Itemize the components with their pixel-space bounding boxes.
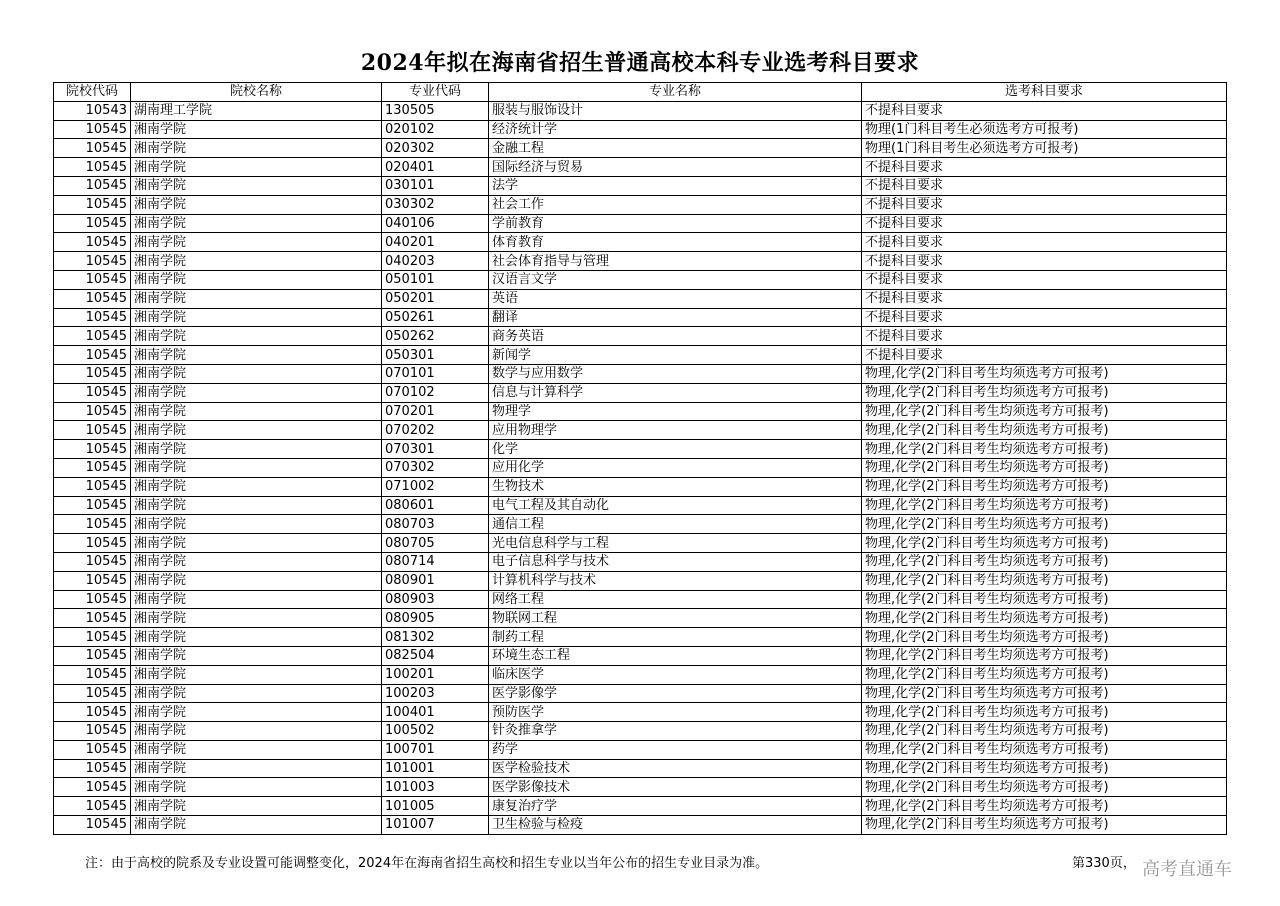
cell-school-name: 湘南学院 — [131, 590, 382, 609]
cell-major-name: 计算机科学与技术 — [489, 571, 862, 590]
cell-school-code: 10545 — [54, 552, 131, 571]
table-row — [54, 703, 1227, 722]
cell-major-code: 100203 — [382, 684, 489, 703]
cell-subject-requirement: 不提科目要求 — [862, 346, 1227, 365]
cell-major-name: 商务英语 — [489, 327, 862, 346]
cell-school-code: 10545 — [54, 665, 131, 684]
cell-school-code: 10545 — [54, 797, 131, 816]
cell-school-code: 10545 — [54, 609, 131, 628]
page-number: 第330页， — [1072, 856, 1136, 871]
cell-subject-requirement: 物理,化学(2门科目考生均须选考方可报考) — [862, 458, 1227, 477]
cell-major-code: 030302 — [382, 195, 489, 214]
cell-major-code: 080601 — [382, 496, 489, 515]
cell-major-code: 070101 — [382, 364, 489, 383]
cell-major-code: 071002 — [382, 477, 489, 496]
cell-major-name: 应用物理学 — [489, 421, 862, 440]
cell-major-name: 预防医学 — [489, 703, 862, 722]
cell-major-name: 电子信息科学与技术 — [489, 552, 862, 571]
table-row — [54, 139, 1227, 158]
cell-major-name: 数学与应用数学 — [489, 364, 862, 383]
table-row — [54, 364, 1227, 383]
cell-subject-requirement: 物理,化学(2门科目考生均须选考方可报考) — [862, 515, 1227, 534]
cell-school-name: 湘南学院 — [131, 458, 382, 477]
header-subject-requirement: 选考科目要求 — [862, 83, 1227, 102]
cell-major-code: 020102 — [382, 120, 489, 139]
table-row — [54, 797, 1227, 816]
header-school-name: 院校名称 — [131, 83, 382, 102]
cell-school-name: 湘南学院 — [131, 628, 382, 647]
cell-major-code: 050201 — [382, 289, 489, 308]
cell-major-name: 国际经济与贸易 — [489, 158, 862, 177]
table-row — [54, 120, 1227, 139]
cell-school-code: 10545 — [54, 214, 131, 233]
cell-major-name: 电气工程及其自动化 — [489, 496, 862, 515]
table-row — [54, 646, 1227, 665]
cell-school-name: 湘南学院 — [131, 233, 382, 252]
watermark-text: 高考直通车 — [1142, 859, 1232, 880]
cell-major-code: 050101 — [382, 270, 489, 289]
cell-school-name: 湘南学院 — [131, 195, 382, 214]
cell-school-code: 10545 — [54, 289, 131, 308]
cell-major-code: 100201 — [382, 665, 489, 684]
cell-major-code: 070102 — [382, 383, 489, 402]
cell-school-name: 湘南学院 — [131, 421, 382, 440]
table-row — [54, 590, 1227, 609]
cell-subject-requirement: 物理(1门科目考生必须选考方可报考) — [862, 139, 1227, 158]
cell-school-code: 10545 — [54, 534, 131, 553]
cell-major-code: 040106 — [382, 214, 489, 233]
table-header-row — [54, 83, 1227, 102]
cell-major-code: 050301 — [382, 346, 489, 365]
table-row — [54, 158, 1227, 177]
header-major-code: 专业代码 — [382, 83, 489, 102]
cell-school-code: 10545 — [54, 759, 131, 778]
cell-school-name: 湘南学院 — [131, 364, 382, 383]
cell-school-code: 10545 — [54, 816, 131, 835]
table-row — [54, 308, 1227, 327]
table-row — [54, 515, 1227, 534]
cell-major-name: 经济统计学 — [489, 120, 862, 139]
cell-school-name: 湘南学院 — [131, 534, 382, 553]
cell-major-name: 社会工作 — [489, 195, 862, 214]
cell-subject-requirement: 物理,化学(2门科目考生均须选考方可报考) — [862, 440, 1227, 459]
cell-major-name: 体育教育 — [489, 233, 862, 252]
cell-subject-requirement: 不提科目要求 — [862, 270, 1227, 289]
table-row — [54, 552, 1227, 571]
cell-major-name: 物联网工程 — [489, 609, 862, 628]
cell-school-name: 湘南学院 — [131, 496, 382, 515]
cell-major-name: 翻译 — [489, 308, 862, 327]
table-row — [54, 383, 1227, 402]
cell-school-name: 湘南学院 — [131, 402, 382, 421]
cell-subject-requirement: 不提科目要求 — [862, 289, 1227, 308]
cell-major-code: 082504 — [382, 646, 489, 665]
cell-subject-requirement: 物理(1门科目考生必须选考方可报考) — [862, 120, 1227, 139]
cell-school-code: 10545 — [54, 402, 131, 421]
cell-major-code: 080903 — [382, 590, 489, 609]
cell-school-code: 10545 — [54, 590, 131, 609]
cell-major-name: 化学 — [489, 440, 862, 459]
cell-school-code: 10545 — [54, 458, 131, 477]
table-row — [54, 778, 1227, 797]
cell-school-code: 10545 — [54, 628, 131, 647]
cell-subject-requirement: 物理,化学(2门科目考生均须选考方可报考) — [862, 740, 1227, 759]
cell-subject-requirement: 物理,化学(2门科目考生均须选考方可报考) — [862, 477, 1227, 496]
table-row — [54, 195, 1227, 214]
cell-school-name: 湘南学院 — [131, 252, 382, 271]
cell-school-code: 10545 — [54, 139, 131, 158]
cell-major-name: 汉语言文学 — [489, 270, 862, 289]
cell-school-name: 湘南学院 — [131, 440, 382, 459]
cell-subject-requirement: 物理,化学(2门科目考生均须选考方可报考) — [862, 684, 1227, 703]
cell-subject-requirement: 物理,化学(2门科目考生均须选考方可报考) — [862, 496, 1227, 515]
cell-school-name: 湘南学院 — [131, 327, 382, 346]
cell-school-name: 湘南学院 — [131, 346, 382, 365]
cell-major-code: 101001 — [382, 759, 489, 778]
cell-school-code: 10545 — [54, 270, 131, 289]
cell-major-code: 070301 — [382, 440, 489, 459]
cell-school-code: 10543 — [54, 101, 131, 120]
cell-major-code: 050262 — [382, 327, 489, 346]
cell-subject-requirement: 不提科目要求 — [862, 176, 1227, 195]
cell-major-name: 社会体育指导与管理 — [489, 252, 862, 271]
cell-school-name: 湘南学院 — [131, 552, 382, 571]
cell-school-name: 湘南学院 — [131, 646, 382, 665]
cell-major-name: 应用化学 — [489, 458, 862, 477]
cell-subject-requirement: 不提科目要求 — [862, 327, 1227, 346]
cell-school-name: 湘南学院 — [131, 214, 382, 233]
cell-school-name: 湘南学院 — [131, 665, 382, 684]
cell-school-code: 10545 — [54, 327, 131, 346]
cell-subject-requirement: 物理,化学(2门科目考生均须选考方可报考) — [862, 364, 1227, 383]
cell-major-code: 040201 — [382, 233, 489, 252]
cell-school-name: 湘南学院 — [131, 797, 382, 816]
cell-major-name: 金融工程 — [489, 139, 862, 158]
cell-subject-requirement: 不提科目要求 — [862, 308, 1227, 327]
cell-school-code: 10545 — [54, 308, 131, 327]
cell-subject-requirement: 物理,化学(2门科目考生均须选考方可报考) — [862, 383, 1227, 402]
cell-subject-requirement: 物理,化学(2门科目考生均须选考方可报考) — [862, 722, 1227, 741]
cell-major-name: 环境生态工程 — [489, 646, 862, 665]
cell-school-code: 10545 — [54, 252, 131, 271]
cell-school-name: 湘南学院 — [131, 383, 382, 402]
cell-school-code: 10545 — [54, 364, 131, 383]
table-row — [54, 176, 1227, 195]
cell-subject-requirement: 物理,化学(2门科目考生均须选考方可报考) — [862, 571, 1227, 590]
cell-school-name: 湘南学院 — [131, 515, 382, 534]
cell-school-name: 湘南学院 — [131, 477, 382, 496]
cell-subject-requirement: 物理,化学(2门科目考生均须选考方可报考) — [862, 778, 1227, 797]
cell-subject-requirement: 物理,化学(2门科目考生均须选考方可报考) — [862, 402, 1227, 421]
cell-major-code: 080705 — [382, 534, 489, 553]
cell-subject-requirement: 物理,化学(2门科目考生均须选考方可报考) — [862, 421, 1227, 440]
cell-subject-requirement: 不提科目要求 — [862, 214, 1227, 233]
cell-school-name: 湘南学院 — [131, 609, 382, 628]
cell-subject-requirement: 物理,化学(2门科目考生均须选考方可报考) — [862, 628, 1227, 647]
cell-subject-requirement: 物理,化学(2门科目考生均须选考方可报考) — [862, 609, 1227, 628]
cell-subject-requirement: 物理,化学(2门科目考生均须选考方可报考) — [862, 646, 1227, 665]
cell-school-name: 湘南学院 — [131, 684, 382, 703]
table-row — [54, 628, 1227, 647]
table-row — [54, 421, 1227, 440]
table-row — [54, 477, 1227, 496]
requirements-table — [53, 82, 1227, 835]
cell-subject-requirement: 不提科目要求 — [862, 158, 1227, 177]
table-body — [54, 101, 1227, 834]
cell-major-code: 081302 — [382, 628, 489, 647]
cell-major-code: 070302 — [382, 458, 489, 477]
header-major-name: 专业名称 — [489, 83, 862, 102]
cell-major-name: 服装与服饰设计 — [489, 101, 862, 120]
cell-school-code: 10545 — [54, 421, 131, 440]
cell-school-code: 10545 — [54, 703, 131, 722]
cell-major-name: 英语 — [489, 289, 862, 308]
cell-subject-requirement: 物理,化学(2门科目考生均须选考方可报考) — [862, 590, 1227, 609]
table-row — [54, 233, 1227, 252]
cell-school-code: 10545 — [54, 515, 131, 534]
cell-school-code: 10545 — [54, 496, 131, 515]
table-row — [54, 214, 1227, 233]
table-row — [54, 665, 1227, 684]
cell-major-code: 080905 — [382, 609, 489, 628]
cell-school-name: 湘南学院 — [131, 778, 382, 797]
table-row — [54, 327, 1227, 346]
cell-major-name: 药学 — [489, 740, 862, 759]
cell-major-code: 101003 — [382, 778, 489, 797]
cell-school-code: 10545 — [54, 120, 131, 139]
cell-major-code: 070201 — [382, 402, 489, 421]
cell-major-code: 030101 — [382, 176, 489, 195]
table-row — [54, 571, 1227, 590]
cell-school-name: 湘南学院 — [131, 289, 382, 308]
cell-school-code: 10545 — [54, 383, 131, 402]
cell-school-code: 10545 — [54, 176, 131, 195]
cell-major-name: 光电信息科学与工程 — [489, 534, 862, 553]
cell-major-code: 100401 — [382, 703, 489, 722]
cell-school-code: 10545 — [54, 346, 131, 365]
table-row — [54, 816, 1227, 835]
cell-school-code: 10545 — [54, 684, 131, 703]
cell-major-code: 130505 — [382, 101, 489, 120]
table-row — [54, 722, 1227, 741]
cell-school-code: 10545 — [54, 778, 131, 797]
cell-school-name: 湘南学院 — [131, 816, 382, 835]
cell-school-name: 湘南学院 — [131, 308, 382, 327]
cell-major-name: 法学 — [489, 176, 862, 195]
cell-school-name: 湘南学院 — [131, 759, 382, 778]
cell-school-name: 湘南学院 — [131, 722, 382, 741]
table-row — [54, 740, 1227, 759]
cell-school-name: 湘南学院 — [131, 571, 382, 590]
cell-school-name: 湘南学院 — [131, 120, 382, 139]
cell-major-code: 040203 — [382, 252, 489, 271]
cell-major-name: 物理学 — [489, 402, 862, 421]
cell-major-code: 100701 — [382, 740, 489, 759]
cell-major-name: 医学影像技术 — [489, 778, 862, 797]
table-row — [54, 440, 1227, 459]
cell-major-code: 101005 — [382, 797, 489, 816]
footer-note: 注：由于高校的院系及专业设置可能调整变化，2024年在海南省招生高校和招生专业以当年公布的招生专业目录为准。 — [85, 856, 769, 871]
cell-major-name: 医学影像学 — [489, 684, 862, 703]
cell-school-code: 10545 — [54, 440, 131, 459]
cell-major-name: 卫生检验与检疫 — [489, 816, 862, 835]
table-row — [54, 496, 1227, 515]
cell-subject-requirement: 不提科目要求 — [862, 195, 1227, 214]
cell-major-code: 020401 — [382, 158, 489, 177]
cell-major-code: 050261 — [382, 308, 489, 327]
cell-school-code: 10545 — [54, 740, 131, 759]
cell-subject-requirement: 物理,化学(2门科目考生均须选考方可报考) — [862, 703, 1227, 722]
table-row — [54, 458, 1227, 477]
table-row — [54, 402, 1227, 421]
cell-major-name: 通信工程 — [489, 515, 862, 534]
cell-major-name: 康复治疗学 — [489, 797, 862, 816]
cell-subject-requirement: 物理,化学(2门科目考生均须选考方可报考) — [862, 759, 1227, 778]
cell-major-name: 制药工程 — [489, 628, 862, 647]
cell-major-code: 101007 — [382, 816, 489, 835]
cell-subject-requirement: 不提科目要求 — [862, 101, 1227, 120]
table-row — [54, 759, 1227, 778]
cell-subject-requirement: 不提科目要求 — [862, 233, 1227, 252]
cell-subject-requirement: 物理,化学(2门科目考生均须选考方可报考) — [862, 797, 1227, 816]
cell-school-code: 10545 — [54, 571, 131, 590]
table-row — [54, 534, 1227, 553]
header-school-code: 院校代码 — [54, 83, 131, 102]
table-row — [54, 270, 1227, 289]
cell-major-name: 生物技术 — [489, 477, 862, 496]
cell-school-code: 10545 — [54, 233, 131, 252]
cell-subject-requirement: 物理,化学(2门科目考生均须选考方可报考) — [862, 665, 1227, 684]
table-row — [54, 101, 1227, 120]
cell-school-name: 湘南学院 — [131, 740, 382, 759]
cell-subject-requirement: 物理,化学(2门科目考生均须选考方可报考) — [862, 534, 1227, 553]
cell-major-name: 临床医学 — [489, 665, 862, 684]
cell-major-code: 080901 — [382, 571, 489, 590]
cell-major-code: 070202 — [382, 421, 489, 440]
cell-school-name: 湖南理工学院 — [131, 101, 382, 120]
cell-major-name: 医学检验技术 — [489, 759, 862, 778]
cell-school-name: 湘南学院 — [131, 158, 382, 177]
page-title: 2024年拟在海南省招生普通高校本科专业选考科目要求 — [360, 50, 920, 76]
table-row — [54, 609, 1227, 628]
table-row — [54, 684, 1227, 703]
cell-school-code: 10545 — [54, 477, 131, 496]
cell-school-code: 10545 — [54, 722, 131, 741]
cell-major-name: 针灸推拿学 — [489, 722, 862, 741]
cell-school-name: 湘南学院 — [131, 270, 382, 289]
cell-major-code: 100502 — [382, 722, 489, 741]
cell-school-code: 10545 — [54, 158, 131, 177]
cell-school-name: 湘南学院 — [131, 703, 382, 722]
cell-major-name: 信息与计算科学 — [489, 383, 862, 402]
table-row — [54, 346, 1227, 365]
cell-school-code: 10545 — [54, 195, 131, 214]
table-row — [54, 252, 1227, 271]
cell-subject-requirement: 物理,化学(2门科目考生均须选考方可报考) — [862, 816, 1227, 835]
cell-major-name: 新闻学 — [489, 346, 862, 365]
cell-major-code: 020302 — [382, 139, 489, 158]
cell-major-name: 学前教育 — [489, 214, 862, 233]
cell-major-name: 网络工程 — [489, 590, 862, 609]
table-row — [54, 289, 1227, 308]
cell-major-code: 080714 — [382, 552, 489, 571]
cell-school-name: 湘南学院 — [131, 176, 382, 195]
cell-subject-requirement: 物理,化学(2门科目考生均须选考方可报考) — [862, 552, 1227, 571]
cell-subject-requirement: 不提科目要求 — [862, 252, 1227, 271]
cell-school-name: 湘南学院 — [131, 139, 382, 158]
cell-major-code: 080703 — [382, 515, 489, 534]
cell-school-code: 10545 — [54, 646, 131, 665]
